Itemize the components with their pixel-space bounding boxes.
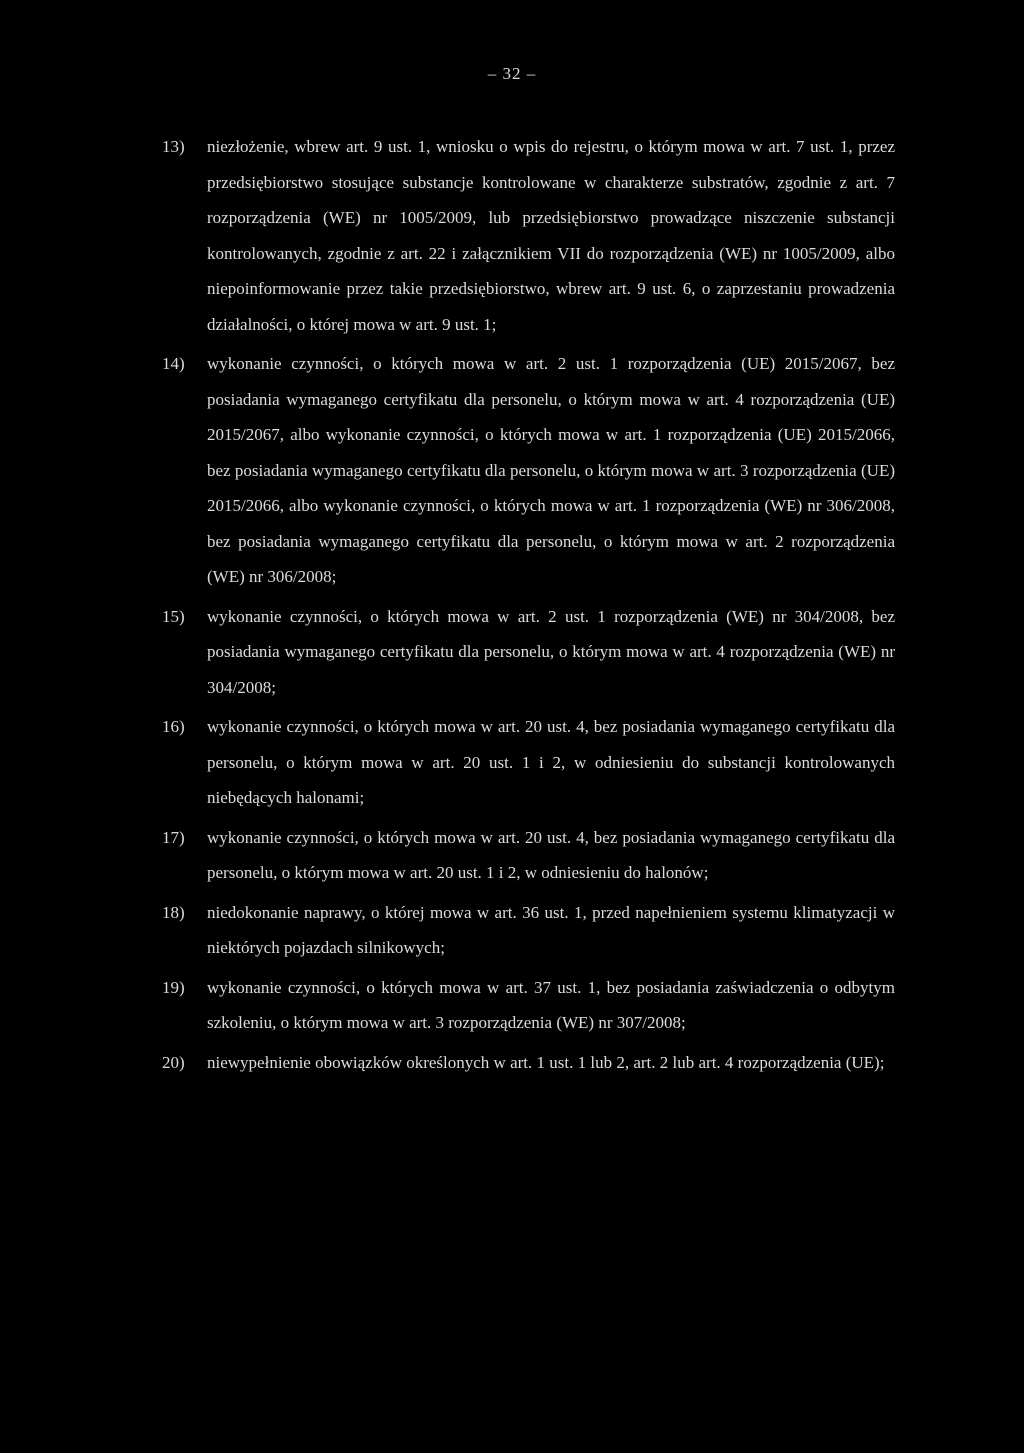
- item-text: wykonanie czynności, o których mowa w art. 20 ust. 4, bez posiadania wymaganego certyfikatu dla personelu, o którym mowa w art. 20 ust. 1 i 2, w odniesieniu do substancji kontrolowanych niebędących halonami;: [207, 717, 895, 807]
- page-number: – 32 –: [487, 64, 537, 83]
- list-item: [0, 970, 1024, 1041]
- item-number: 13): [162, 137, 185, 156]
- item-number: 20): [162, 1052, 185, 1072]
- item-number: 18): [162, 902, 185, 922]
- item-number: 16): [162, 717, 185, 736]
- item-text: wykonanie czynności, o których mowa w art. 2 ust. 1 rozporządzenia (WE) nr 304/2008, bez posiadania wymaganego certyfikatu dla personelu, o którym mowa w art. 4 rozporządzenia (WE) nr 304/2008;: [207, 606, 895, 697]
- list-item: [0, 820, 1024, 891]
- item-text: wykonanie czynności, o których mowa w art. 20 ust. 4, bez posiadania wymaganego certyfikatu dla personelu, o którym mowa w art. 20 ust. 1 i 2, w odniesieniu do halonów;: [207, 827, 895, 882]
- item-number: 15): [162, 606, 185, 626]
- item-text: wykonanie czynności, o których mowa w art. 37 ust. 1, bez posiadania zaświadczenia o odbytym szkoleniu, o którym mowa w art. 3 rozporządzenia (WE) nr 307/2008;: [207, 977, 895, 1032]
- item-number: 17): [162, 827, 185, 847]
- list-item: [0, 599, 1024, 706]
- list-item: [0, 1045, 1024, 1081]
- list-item: [0, 709, 1024, 816]
- item-number: 14): [162, 354, 185, 373]
- list-item: [0, 895, 1024, 966]
- item-number: 19): [162, 977, 185, 997]
- item-text: niezłożenie, wbrew art. 9 ust. 1, wniosku o wpis do rejestru, o którym mowa w art. 7 ust. 1, przez przedsiębiorstwo stosujące substancje kontrolowane w charakterze substratów, zgodnie z art. 7 rozporządzenia (WE) nr 1005/2009, lub przedsiębiorstwo prowadzące niszczenie substancji kontrolowanych, zgodnie z art. 22 i załącznikiem VII do rozporządzenia (WE) nr 1005/2009, albo niepoinformowanie przez takie przedsiębiorstwo, wbrew art. 9 ust. 6, o zaprzestaniu prowadzenia działalności, o której mowa w art. 9 ust. 1;: [207, 137, 895, 334]
- item-text: wykonanie czynności, o których mowa w art. 2 ust. 1 rozporządzenia (UE) 2015/2067, bez posiadania wymaganego certyfikatu dla personelu, o którym mowa w art. 4 rozporządzenia (UE) 2015/2067, albo wykonanie czynności, o których mowa w art. 1 rozporządzenia (UE) 2015/2066, bez posiadania wymaganego certyfikatu dla personelu, o którym mowa w art. 3 rozporządzenia (UE) 2015/2066, albo wykonanie czynności, o których mowa w art. 1 rozporządzenia (WE) nr 306/2008, bez posiadania wymaganego certyfikatu dla personelu, o którym mowa w art. 2 rozporządzenia (WE) nr 306/2008;: [207, 354, 895, 586]
- item-text: niewypełnienie obowiązków określonych w art. 1 ust. 1 lub 2, art. 2 lub art. 4 rozporządzenia (UE);: [207, 1052, 885, 1072]
- list-item: [0, 129, 1024, 342]
- item-text: niedokonanie naprawy, o której mowa w art. 36 ust. 1, przed napełnieniem systemu klimatyzacji w niektórych pojazdach silnikowych;: [207, 902, 895, 957]
- list-item: [0, 346, 1024, 595]
- enumerated-list: [0, 129, 1024, 1084]
